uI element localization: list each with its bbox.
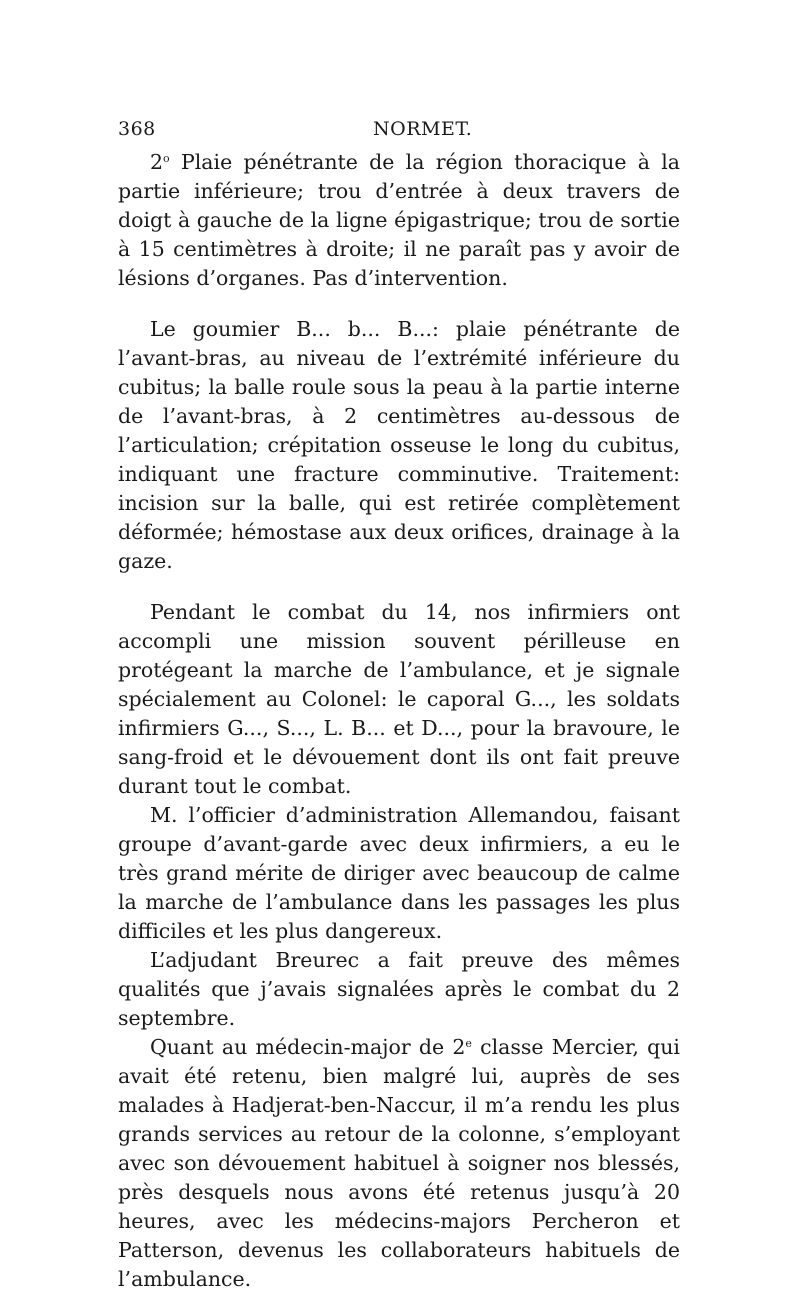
page-header [118, 118, 680, 142]
paragraph-breurec: L’adjudant Breurec a fait preuve des mêmes qualités que j’avais signalées après le combat du 2 septembre. [118, 948, 680, 1030]
paragraph-infirmiers: Pendant le combat du 14, nos infirmiers ont accompli une mission souvent périlleuse en protégeant la marche de l’ambulance, et je signale spécialement au Colonel: le caporal G..., les soldats infirmiers G..., S..., L. B... et D..., pour la bravoure, le sang-froid et le dévouement dont ils ont fait preuve durant tout le combat. [118, 600, 680, 798]
paragraph-wound-thoracic: 2$^o$ Plaie pénétrante de la région thoracique à la partie inférieure; trou d’entrée à deux travers de doigt à gauche de la ligne épigastrique; trou de sortie à 15 centimètres à droite; il ne paraît pas y avoir de lésions d’organes. Pas d’intervention. [118, 150, 680, 290]
page-number: 368 [118, 118, 156, 140]
running-head: NORMET. [373, 118, 473, 140]
paragraph-mercier: Quant au médecin-major de 2e classe Mercier, qui avait été retenu, bien malgré lui, auprès de ses malades à Hadjerat-ben-Naccur, il m’a rendu les plus grands services au retour de la colonne, s’employant avec son dévouement habituel à soigner nos blessés, près desquels nous avons été retenus jusqu’à 20 heures, avec les médecins-majors Percheron et Patterson, devenus les collaborateurs habituels de l’ambulance. [118, 1035, 680, 1291]
paragraph-goumier: Le goumier B... b... B...: plaie pénétrante de l’avant-bras, au niveau de l’extrémité inférieure du cubitus; la balle roule sous la peau à la partie interne de l’avant-bras, à 2 centimètres au-dessous de l’articulation; crépitation osseuse le long du cubitus, indiquant une fracture comminutive. Traitement: incision sur la balle, qui est retirée complètement déformée; hémostase aux deux orifices, drainage à la gaze. [118, 317, 680, 573]
body-text [118, 148, 680, 1294]
paragraph-allemandou: M. l’officier d’administration Allemandou, faisant groupe d’avant-garde avec deux infirmiers, a eu le très grand mérite de diriger avec beaucoup de calme la marche de l’ambulance dans les passages les plus difficiles et les plus dangereux. [118, 803, 680, 943]
